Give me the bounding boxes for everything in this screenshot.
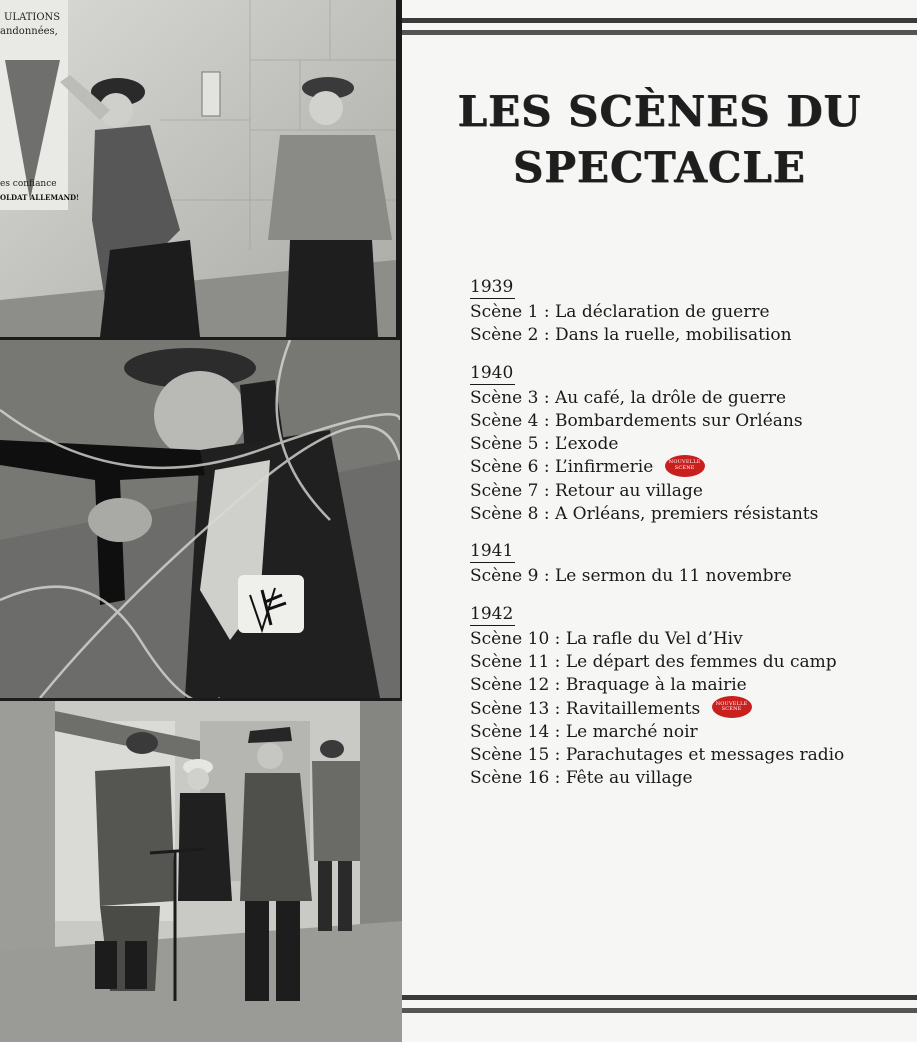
scene-number: Scène 1 : <box>470 302 550 322</box>
scene-number: Scène 10 : <box>470 628 561 649</box>
scene-title: Le marché noir <box>565 721 698 742</box>
badge-line-1: NOUVELLE <box>715 700 748 707</box>
scene-number: Scène 5 : <box>470 434 550 455</box>
scene-title: Le sermon du 11 novembre <box>555 566 792 587</box>
page-title-line-1: LES SCÈNES DU <box>457 87 862 136</box>
scene-item <box>470 698 910 721</box>
bottom-rule-secondary <box>402 1008 917 1013</box>
scene-title: Braquage à la mairie <box>565 675 747 696</box>
scene-item <box>470 433 910 456</box>
scene-number: Scène 2 : <box>470 325 550 346</box>
scene-item <box>470 503 910 526</box>
scene-number: Scène 14 : <box>470 721 561 742</box>
bottom-rule <box>402 995 917 1000</box>
year-block-1939 <box>470 276 910 348</box>
scene-number: Scène 9 : <box>470 566 550 587</box>
scene-title: A Orléans, premiers résistants <box>555 504 819 525</box>
new-scene-badge <box>712 696 752 718</box>
scene-number: Scène 11 : <box>470 651 561 672</box>
scene-number: Scène 12 : <box>470 675 561 696</box>
poster-text-4: OLDAT ALLEMAND! <box>0 193 80 202</box>
photo-street-checkpoint <box>0 701 402 1042</box>
year-block-1941 <box>470 540 910 588</box>
photo-poster-scene <box>0 0 396 337</box>
year-heading: 1942 <box>470 603 514 624</box>
top-rule-secondary <box>402 30 917 35</box>
scene-item <box>470 480 910 503</box>
page-title-line-2: SPECTACLE <box>513 143 806 192</box>
scene-title: La déclaration de guerre <box>555 302 770 322</box>
badge-line-1: NOUVELLE <box>668 459 701 466</box>
photo-resistance-fighter <box>0 340 400 698</box>
scene-number: Scène 15 : <box>470 745 561 766</box>
scene-title: Dans la ruelle, mobilisation <box>555 325 792 346</box>
scene-title: Bombardements sur Orléans <box>555 410 803 431</box>
photo-column <box>0 0 402 1042</box>
scene-item <box>470 744 910 767</box>
year-heading: 1939 <box>470 277 514 297</box>
scene-number: Scène 7 : <box>470 480 550 501</box>
scene-item <box>470 456 910 479</box>
top-rule <box>402 18 917 23</box>
scene-list <box>470 276 910 805</box>
scene-item <box>470 767 910 790</box>
scene-number: Scène 6 : <box>470 457 550 478</box>
scene-item <box>470 651 910 674</box>
poster-text-2: andonnées, <box>0 26 58 37</box>
scene-title: L’exode <box>555 434 619 455</box>
scene-item <box>470 301 910 324</box>
scene-item <box>470 324 910 347</box>
badge-line-2: SCÈNE <box>721 706 742 713</box>
badge-line-2: SCÈNE <box>674 464 695 471</box>
new-scene-badge <box>665 455 705 477</box>
scene-number: Scène 4 : <box>470 410 550 431</box>
year-heading: 1941 <box>470 541 514 562</box>
scene-title: Fête au village <box>565 768 693 789</box>
scene-title: Parachutages et messages radio <box>565 745 845 766</box>
scene-item <box>470 721 910 744</box>
scene-list-panel <box>402 0 917 1042</box>
year-block-1940 <box>470 362 910 527</box>
scene-item <box>470 565 910 588</box>
year-block-1942 <box>470 603 910 791</box>
scene-title: L’infirmerie <box>555 457 654 478</box>
scene-number: Scène 3 : <box>470 387 550 408</box>
scene-number: Scène 8 : <box>470 504 550 525</box>
year-heading: 1940 <box>470 362 514 383</box>
scene-number: Scène 16 : <box>470 768 561 789</box>
scene-title: Au café, la drôle de guerre <box>555 387 787 408</box>
scene-title: La rafle du Vel d’Hiv <box>565 628 743 649</box>
poster-text-3: es confiance <box>0 179 57 189</box>
scene-item <box>470 628 910 651</box>
scene-item <box>470 410 910 433</box>
scene-title: Retour au village <box>555 480 703 501</box>
poster-text-1: ULATIONS <box>4 12 61 23</box>
scene-title: Ravitaillements <box>565 698 701 719</box>
page-title <box>402 84 917 196</box>
scene-number: Scène 13 : <box>470 698 561 719</box>
scene-title: Le départ des femmes du camp <box>565 651 837 672</box>
scene-item <box>470 674 910 697</box>
scene-item <box>470 387 910 410</box>
